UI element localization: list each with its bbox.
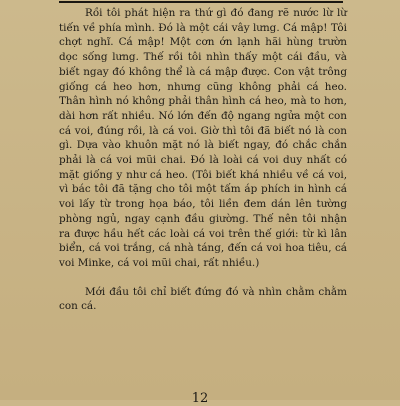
- paragraph-1: Rồi tôi phát hiện ra thứ gì đó đang rẽ nước lừ lừ tiến về phía mình. Đó là một cái vây lưng. Cá mập! Tôi chợt nghĩ. Cá mập! Một cơn ớn lạnh hãi hùng trườn dọc sống lưng. Thế rồi tôi nhìn thấy một cái đầu, và biết ngay đó không thể là cá mập được. Con vật trông giống cá heo hơn, nhưng cũng không phải cá heo. Thân hình nó không phải thân hình cá heo, mà to hơn, dài hơn rất nhiều. Nó lớn đến độ ngang ngửa một con cá voi, đúng rồi, là cá voi. Giờ thì tôi đã biết nó là con gì. Dựa vào khuôn mặt nó là biết ngay, đó chắc chắn phải là cá voi mũi chai. Đó là loài cá voi duy nhất có mặt giống y như cá heo. (Tôi biết khá nhiều về cá voi, vì bác tôi đã tặng cho tôi một tấm áp phích in hình cá voi lấy từ trong họa báo, tôi liền đem dán lên tường phòng ngủ, ngay cạnh đầu giường. Thế nên tôi nhận ra được hầu hết các loài cá voi trên thế giới: từ kì lân biển, cá voi trắng, cá nhà táng, đến cá voi hoa tiêu, cá voi Minke, cá voi mũi chai, rất nhiều.): [59, 7, 347, 269]
- paragraph-2: Mới đầu tôi chỉ biết đứng đó và nhìn chằm chằm con cá.: [59, 285, 347, 313]
- top-rule-divider: [59, 1, 343, 3]
- body-text: [59, 6, 347, 314]
- page-number: 12: [191, 391, 209, 406]
